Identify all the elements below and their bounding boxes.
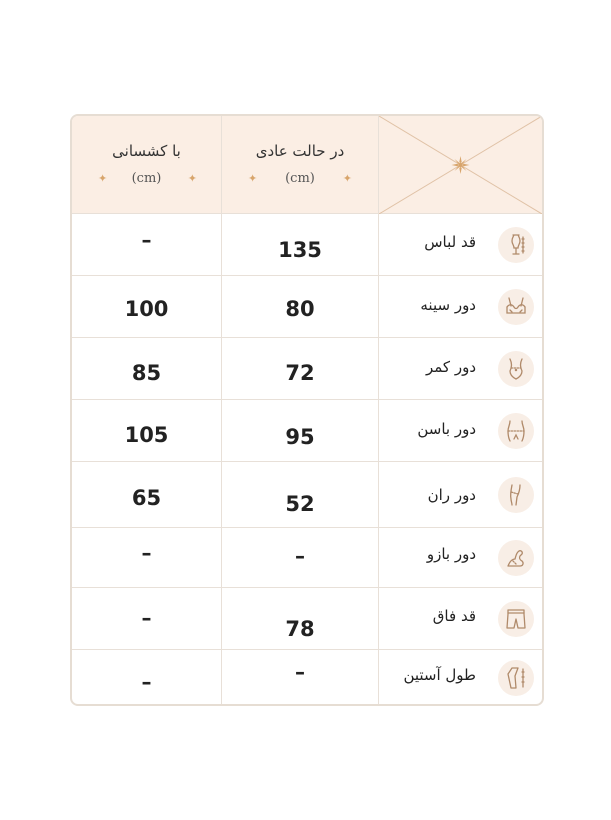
table-row xyxy=(72,400,542,462)
stretch-value: – xyxy=(141,541,152,565)
corner-diagonal-ornament-icon xyxy=(379,116,542,214)
normal-cell xyxy=(222,528,379,587)
dress-form-icon xyxy=(498,227,534,263)
normal-cell xyxy=(222,462,379,527)
normal-value: 80 xyxy=(285,297,315,321)
measure-cell xyxy=(379,462,542,527)
header-normal xyxy=(222,116,379,213)
measure-label: قد فاق xyxy=(432,607,476,625)
stretch-cell xyxy=(72,214,222,275)
header-corner xyxy=(379,116,542,213)
sparkle-icon: ✦ xyxy=(342,172,352,185)
stretch-cell xyxy=(72,400,222,461)
measure-label: قد لباس xyxy=(424,233,476,251)
hip-icon xyxy=(498,413,534,449)
measure-cell xyxy=(379,400,542,461)
measure-cell xyxy=(379,276,542,337)
header-normal-unit: (cm) xyxy=(285,171,315,186)
header-stretch xyxy=(72,116,222,213)
stretch-value: 105 xyxy=(124,423,169,447)
thigh-icon xyxy=(498,477,534,513)
measure-label: دور کمر xyxy=(425,358,476,376)
normal-value: 72 xyxy=(285,361,315,385)
measure-cell xyxy=(379,588,542,649)
sparkle-icon: ✦ xyxy=(98,172,108,185)
stretch-cell xyxy=(72,588,222,649)
stretch-value: – xyxy=(141,606,152,630)
normal-cell xyxy=(222,276,379,337)
stretch-cell xyxy=(72,528,222,587)
measure-cell xyxy=(379,214,542,275)
sparkle-icon: ✦ xyxy=(248,172,258,185)
table-header xyxy=(72,116,542,214)
header-stretch-unit: (cm) xyxy=(131,171,162,186)
header-normal-title: در حالت عادی xyxy=(255,142,345,160)
measure-label: دور سینه xyxy=(420,296,476,314)
normal-value: – xyxy=(295,660,305,684)
stretch-value: 65 xyxy=(131,486,162,510)
measure-cell xyxy=(379,338,542,399)
stretch-value: – xyxy=(141,228,152,252)
normal-value: 135 xyxy=(278,238,322,262)
normal-value: 95 xyxy=(285,425,315,449)
normal-cell xyxy=(222,650,379,706)
stretch-cell xyxy=(72,650,222,706)
normal-value: – xyxy=(295,544,305,568)
normal-cell xyxy=(222,400,379,461)
table-row xyxy=(72,528,542,588)
measure-label: دور باسن xyxy=(417,420,476,438)
stretch-cell xyxy=(72,462,222,527)
table-row xyxy=(72,276,542,338)
table-row xyxy=(72,214,542,276)
normal-value: 78 xyxy=(285,617,315,641)
normal-cell xyxy=(222,588,379,649)
stretch-value: – xyxy=(141,670,152,694)
normal-cell xyxy=(222,338,379,399)
measure-label: طول آستین xyxy=(403,666,476,684)
shorts-icon xyxy=(498,601,534,637)
sparkle-icon: ✦ xyxy=(187,172,197,185)
table-row xyxy=(72,462,542,528)
table-row xyxy=(72,338,542,400)
arm-icon xyxy=(498,540,534,576)
table-row xyxy=(72,588,542,650)
table-row xyxy=(72,650,542,706)
measure-label: دور ران xyxy=(427,486,476,504)
size-table xyxy=(70,114,544,706)
measure-cell xyxy=(379,528,542,587)
measure-label: دور بازو xyxy=(426,545,476,563)
sleeve-icon xyxy=(498,660,534,696)
stretch-value: 100 xyxy=(124,297,169,321)
measure-cell xyxy=(379,650,542,706)
header-stretch-title: با کشسانی xyxy=(112,142,181,160)
stretch-value: 85 xyxy=(131,361,162,385)
waist-icon xyxy=(498,351,534,387)
normal-cell xyxy=(222,214,379,275)
bra-icon xyxy=(498,289,534,325)
stretch-cell xyxy=(72,276,222,337)
normal-value: 52 xyxy=(285,492,315,516)
stretch-cell xyxy=(72,338,222,399)
